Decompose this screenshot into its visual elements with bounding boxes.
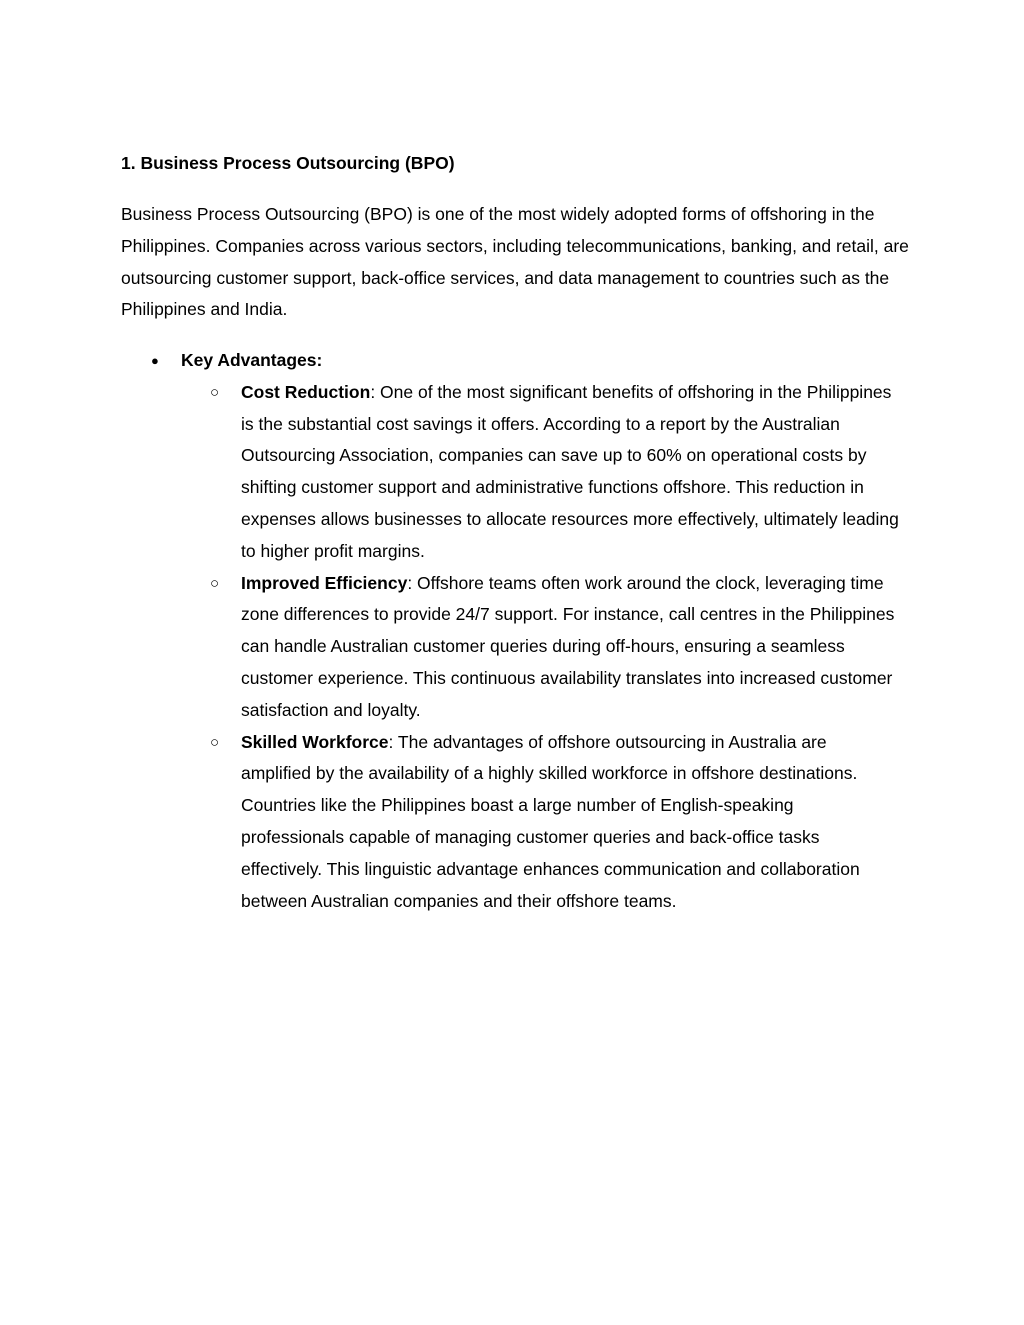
hollow-circle-icon: ○: [210, 574, 220, 592]
advantage-item-skilled-workforce: [0, 727, 1024, 918]
section-heading: 1. Business Process Outsourcing (BPO): [121, 153, 455, 173]
advantage-text: [241, 727, 901, 918]
advantage-item-improved-efficiency: [0, 568, 1024, 727]
hollow-circle-icon: ○: [210, 383, 220, 401]
advantage-text: [241, 568, 901, 727]
key-advantages-item: [0, 345, 1024, 917]
advantage-item-cost-reduction: [0, 377, 1024, 568]
key-advantages-list: [0, 345, 1024, 917]
bullet-icon: ●: [151, 353, 159, 368]
key-advantages-row: [0, 345, 1024, 377]
advantage-description: : The advantages of offshore outsourcing in Australia are amplified by the availability of a highly skilled workforce in offshore destinations. Countries like the Philippines boast a large number of English-speaking professionals capable of managing customer queries and back-office tasks effectively. This linguistic advantage enhances communication and collaboration between Australian companies and their offshore teams.: [241, 731, 860, 911]
hollow-circle-icon: ○: [210, 733, 220, 751]
key-advantages-label: Key Advantages:: [181, 350, 323, 370]
advantage-text: [241, 377, 901, 568]
advantage-title: Skilled Workforce: [241, 731, 389, 752]
advantage-description: : Offshore teams often work around the clock, leveraging time zone differences to provide 24/7 support. For instance, call centres in the Philippines can handle Australian customer queries during off-hours, ensuring a seamless customer experience. This continuous availability translates into increased customer satisfaction and loyalty.: [241, 572, 895, 720]
advantage-title: Cost Reduction: [241, 381, 371, 402]
advantage-title: Improved Efficiency: [241, 572, 408, 593]
advantage-description: : One of the most significant benefits of offshoring in the Philippines is the substantial cost savings it offers. According to a report by the Australian Outsourcing Association, companies can save up to 60% on operational costs by shifting customer support and administrative functions offshore. This reduction in expenses allows businesses to allocate resources more effectively, ultimately leading to higher profit margins.: [241, 381, 899, 561]
intro-paragraph: Business Process Outsourcing (BPO) is one of the most widely adopted forms of offshoring in the Philippines. Companies across various sectors, including telecommunications, banking, and retail, are outsourcing customer support, back-office services, and data management to countries such as the Philippines and India.: [121, 204, 909, 320]
advantages-sublist: [0, 377, 1024, 918]
